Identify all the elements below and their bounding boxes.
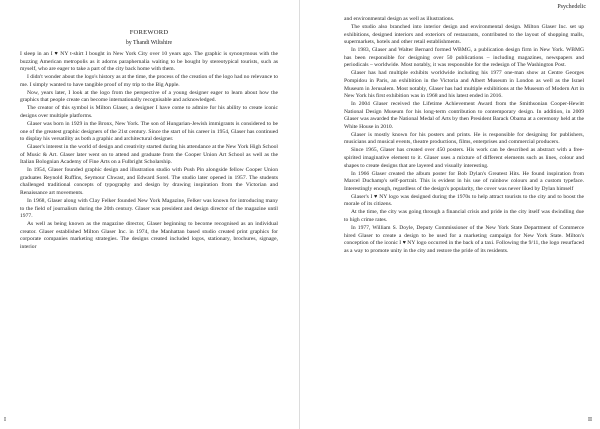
running-head: Psychedelic — [557, 4, 586, 10]
right-paragraph-1: and environmental design as well as illustrations. — [344, 16, 455, 22]
right-text-column — [344, 16, 584, 256]
right-paragraph-9: Glaser's I ♥ NY logo was designed during the 1970s to help attract tourists to the city and to boost the morale of its citizens. — [344, 193, 584, 208]
foreword-title: FOREWORD — [129, 29, 169, 36]
left-paragraph-3: Now, years later, I look at the logo from the perspective of a young designer eager to learn about how the graphics that people create can become internationally recognisable and acknowledged. — [20, 89, 278, 104]
left-paragraph-4: The creator of this symbol is Milton Glaser, a designer I have come to admire for his ability to create iconic designs over multiple platforms. — [20, 105, 278, 119]
right-paragraph-6: Glaser is mostly known for his posters and prints. He is responsible for designing for publishers, musicians and musical events, theatre productions, films, enterprises and commercial producers. — [344, 131, 584, 146]
left-paragraph-1: I sleep in an I ♥ NY t-shirt I bought in New York City over 10 years ago. The graphic is synonymous with the buzzing American metropolis as it adorns paraphernalia waiting to be bought by stereotypical tourists, such as myself, who are eager to take a part of the city back home with them. — [20, 51, 278, 73]
right-page — [300, 0, 600, 429]
right-paragraph-5: In 2004 Glaser received the Lifetime Achievement Award from the Smithsonian Cooper-Hewitt National Design Museum for his long-term contribution to contemporary design. In addition, in 2009 Glaser was awarded the National Medal of Arts by then President Barack Obama at a ceremony held at the White House in 2010. — [344, 101, 584, 130]
left-paragraph-7: In 1954, Glaser founded graphic design and illustration studio with Push Pin alongside fellow Cooper Union graduates Reynold Ruffins, Seymour Chwast, and Edward Sorel. The studio later opened in 1957. The students challenged traditional concepts of typography and design by drawing inspiration from the Victorian and Renaissance art movements. — [20, 167, 278, 197]
right-paragraph-11: In 1977, William S. Doyle, Deputy Commissioner of the New York State Department of Commerce hired Glaser to create a design to be used for a marketing campaign for New York State. Milton's conception of the iconic I ♥ NY logo occurred in the back of a taxi. Following the 9/11, the logo resurfaced as a way to promote unity in the city and restore the pride of its residents. — [344, 224, 584, 254]
right-paragraph-8: In 1966 Glaser created the album poster for Bob Dylan's Greatest Hits. He found inspiration from Marcel Duchamp's self-portrait. This is evident in his use of rainbow colours and a custom typeface. Interestingly enough, regardless of the design's popularity, the cover was never liked by Dylan himself — [344, 170, 584, 192]
right-paragraph-4: Glaser has had multiple exhibits worldwide including his 1977 one-man show at Centre Georges Pompidou in Paris, an exhibition in the Victoria and Albert Museum in London as well as the Israel Museum in Jerusalem. Most notably, Glaser has had multiple exhibitions at the Museum of Modern Art in New York his first exhibition was in 1968 and his latest ended in 2016. — [344, 70, 584, 100]
left-page-number: I — [4, 417, 6, 423]
right-paragraph-10: At the time, the city was going through a financial crisis and pride in the city itself was dwindling due to high crime rates. — [344, 209, 584, 223]
left-paragraph-6: Glaser's interest in the world of design and creativity started during his attendance at the New York High School of Music & Art. Glaser later went on to attend and graduate from the Cooper Union Art School as well as the Italian Bolognian Academy of Fine Arts on a Fulbright Scholarship. — [20, 144, 278, 166]
left-paragraph-2: I didn't wonder about the logo's history as at the time, the process of the creation of the logo had no relevance to me. I simply wanted to have tangible proof of my trip to the Big Apple. — [20, 74, 278, 88]
right-paragraph-7: Since 1965, Glaser has created over 450 posters. His work can be described as abstract with a free-spirited imaginative element to it. Glaser uses a mixture of different elements such as lines, colour and shapes to create designs that are layered and visually interesting. — [344, 147, 584, 169]
left-paragraph-8: In 1968, Glaser along with Clay Felker founded New York Magazine, Felker was known for introducing many to the field of journalism during the 20th century. Glaser was president and design director of the magazine until 1977. — [20, 198, 278, 220]
right-page-number: II — [588, 417, 592, 423]
author-byline: by Thandi Wiltshire — [125, 40, 173, 46]
left-paragraph-9: As well as being known as the magazine director, Glaser beginning to become recognised as an individual creator. Glaser established Milton Glaser Inc. in 1974, the Manhattan based studio created print graphics for corporate companies marketing strategies. The designs created included logos, stationary, brochures, signage, interior — [20, 221, 278, 250]
right-paragraph-3: In 1983, Glaser and Walter Bernard formed WBMG, a publication design firm in New York. WBMG has been responsible for designing over 50 publications – including magazines, newspapers and periodicals – worldwide. Most notably, it was responsible for the redesign of The Washington Post. — [344, 47, 584, 69]
left-text-column — [20, 28, 278, 252]
right-paragraph-2: The studio also branched into interior design and environmental design. Milton Glaser Inc. set up exhibitions, designed interiors and exteriors of restaurants, contributed to the layout of shopping malls, supermarkets, hotels and other retail establishments. — [344, 23, 584, 46]
left-paragraph-5: Glaser was born in 1929 in the Bronx, New York. The son of Hungarian-Jewish immigrants is considered to be one of the greatest graphic designers of the 21st century. Since the start of his career in 1954, Glaser has continued to display his versatility as both a graphic and architectural designer. — [20, 120, 278, 143]
